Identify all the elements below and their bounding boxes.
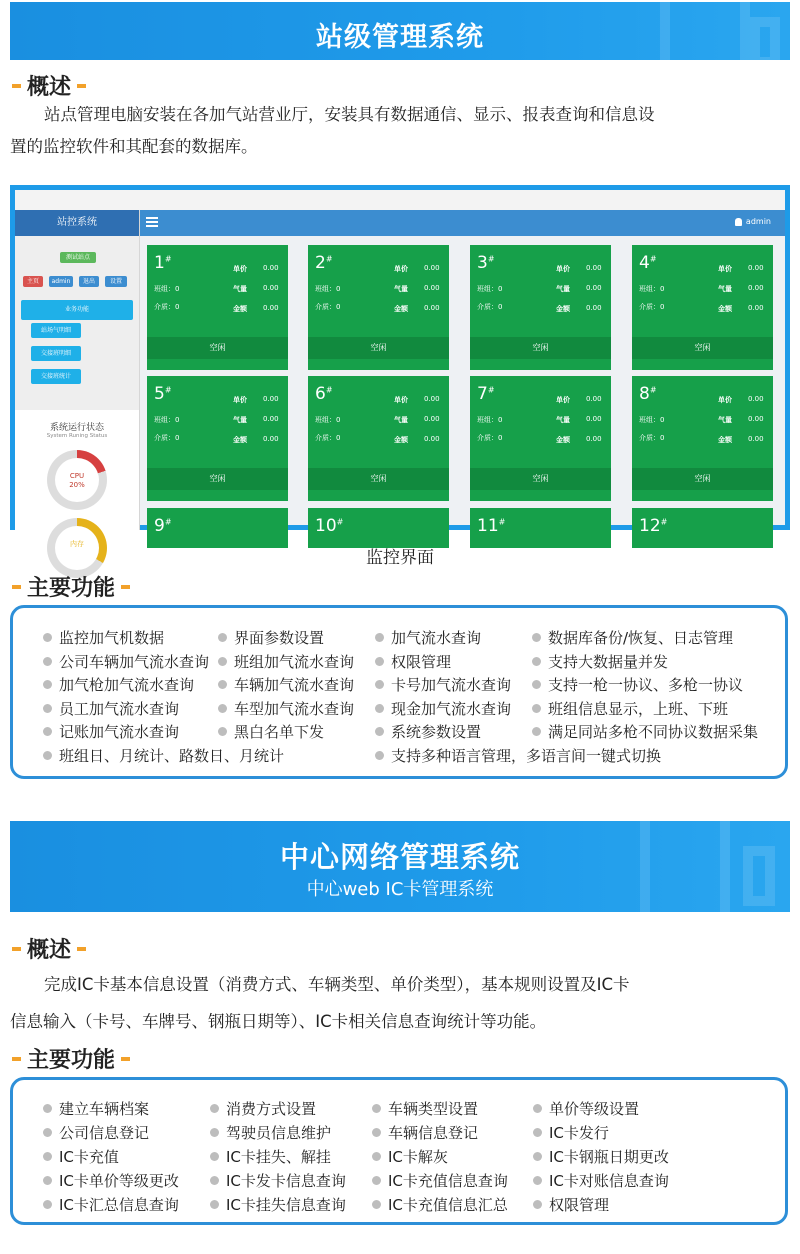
medium-label: 介质：0 (154, 303, 180, 311)
dispenser-card[interactable] (470, 376, 611, 501)
feature-item: 公司信息登记 (43, 1123, 149, 1143)
dispenser-number: 7# (477, 384, 495, 404)
bullet-icon (43, 1176, 52, 1185)
feature-item: 公司车辆加气流水查询 (43, 652, 209, 672)
cpu-gauge: CPU 20% (47, 450, 107, 510)
dispenser-card[interactable] (308, 376, 449, 501)
feature-item: 满足同站多枪不同协议数据采集 (532, 722, 758, 742)
amount-label: 金额 (233, 305, 247, 313)
feature-item: 建立车辆档案 (43, 1099, 149, 1119)
shift-label: 班组：0 (154, 285, 180, 293)
section2-overview-text: 完成IC卡基本信息设置（消费方式、车辆类型、单价类型），基本规则设置及IC卡 信息输入（卡号、车牌号、钢瓶日期等）、IC卡相关信息查询统计等功能。 (10, 975, 630, 1031)
bullet-icon (43, 704, 52, 713)
user-icon (735, 218, 742, 226)
feature-item: 加气枪加气流水查询 (43, 675, 194, 695)
menu-toggle-icon[interactable] (146, 217, 158, 227)
bullet-icon (218, 657, 227, 666)
dispenser-card[interactable] (147, 245, 288, 370)
feature-item: 车辆信息登记 (372, 1123, 478, 1143)
section2-subtitle: 中心web IC卡管理系统 (306, 879, 494, 900)
feature-item: 驾驶员信息维护 (210, 1123, 331, 1143)
app-title: 站控系统 (15, 210, 139, 236)
bullet-icon (43, 657, 52, 666)
amount-label: 金额 (718, 305, 732, 313)
shift-label: 班组：0 (639, 416, 665, 424)
price-value: 0.00 (748, 395, 764, 403)
section1-features-heading: 主要功能 (12, 571, 130, 602)
section2-overview-heading: 概述 (12, 933, 86, 964)
feature-item: 记账加气流水查询 (43, 722, 179, 742)
section2-title: 中心网络管理系统 (279, 840, 520, 874)
feature-item: 现金加气流水查询 (375, 699, 511, 719)
dispenser-number: 6# (315, 384, 333, 404)
dispenser-number: 5# (154, 384, 172, 404)
dispenser-number: 10# (315, 516, 344, 536)
amount-label: 金额 (556, 305, 570, 313)
dispenser-status: 空闲 (308, 468, 449, 490)
amount-value: 0.00 (586, 435, 602, 443)
gas-label: 气量 (394, 416, 408, 424)
gas-value: 0.00 (586, 415, 602, 423)
feature-item: 车辆加气流水查询 (218, 675, 354, 695)
dispenser-card[interactable] (632, 508, 773, 548)
price-value: 0.00 (424, 395, 440, 403)
bullet-icon (43, 633, 52, 642)
medium-label: 介质：0 (639, 303, 665, 311)
gas-label: 气量 (233, 285, 247, 293)
feature-item: 员工加气流水查询 (43, 699, 179, 719)
bullet-icon (43, 727, 52, 736)
section1-overview-heading: 概述 (12, 70, 86, 101)
section1-overview-text: 站点管理电脑安装在各加气站营业厅，安装具有数据通信、显示、报表查询和信息设 置的监控软件和其配套的数据库。 (10, 105, 655, 156)
amount-value: 0.00 (263, 435, 279, 443)
gas-label: 气量 (394, 285, 408, 293)
medium-label: 介质：0 (315, 434, 341, 442)
medium-label: 介质：0 (315, 303, 341, 311)
dispenser-number: 3# (477, 253, 495, 273)
gas-value: 0.00 (748, 284, 764, 292)
feature-item: 支持多种语言管理，多语言间一键式切换 (375, 746, 661, 766)
dispenser-card[interactable] (147, 508, 288, 548)
gas-value: 0.00 (586, 284, 602, 292)
heading-dash (12, 585, 21, 589)
bullet-icon (43, 680, 52, 689)
amount-label: 金额 (556, 436, 570, 444)
bullet-icon (210, 1152, 219, 1161)
dispenser-card[interactable] (632, 376, 773, 501)
dispenser-card[interactable] (147, 376, 288, 501)
feature-item: 权限管理 (375, 652, 451, 672)
bullet-icon (533, 1200, 542, 1209)
amount-value: 0.00 (263, 304, 279, 312)
menu-item-station-gas[interactable]: 站场气明细 (31, 323, 81, 338)
feature-item: IC卡充值 (43, 1147, 119, 1167)
bullet-icon (43, 751, 52, 760)
section1-features-box (10, 605, 788, 779)
shift-label: 班组：0 (315, 416, 341, 424)
bullet-icon (210, 1128, 219, 1137)
browser-strip (15, 190, 785, 210)
price-label: 单价 (233, 396, 247, 404)
bullet-icon (532, 727, 541, 736)
section2-features-heading: 主要功能 (12, 1043, 130, 1074)
gas-label: 气量 (718, 416, 732, 424)
feature-item: 车辆类型设置 (372, 1099, 478, 1119)
section2-banner (10, 821, 790, 912)
section1-title: 站级管理系统 (316, 22, 484, 53)
amount-label: 金额 (394, 436, 408, 444)
dispenser-number: 8# (639, 384, 657, 404)
dispenser-number: 1# (154, 253, 172, 273)
bullet-icon (372, 1128, 381, 1137)
bullet-icon (375, 751, 384, 760)
app-topbar (140, 210, 785, 236)
shift-label: 班组：0 (154, 416, 180, 424)
bullet-icon (532, 680, 541, 689)
feature-item: IC卡充值信息查询 (372, 1171, 508, 1191)
price-value: 0.00 (424, 264, 440, 272)
dispenser-card[interactable] (632, 245, 773, 370)
bullet-icon (372, 1104, 381, 1113)
bullet-icon (533, 1104, 542, 1113)
screenshot-caption: 监控界面 (366, 548, 434, 568)
feature-item: 监控加气机数据 (43, 628, 164, 648)
heading-dash (121, 585, 130, 589)
amount-value: 0.00 (424, 435, 440, 443)
gas-label: 气量 (233, 416, 247, 424)
amount-value: 0.00 (424, 304, 440, 312)
heading-dash (12, 947, 21, 951)
price-value: 0.00 (586, 395, 602, 403)
shift-label: 班组：0 (477, 285, 503, 293)
bullet-icon (375, 633, 384, 642)
heading-dash (12, 1057, 21, 1061)
feature-item: IC卡解灰 (372, 1147, 448, 1167)
bullet-icon (375, 680, 384, 689)
bullet-icon (218, 633, 227, 642)
dispenser-status: 空闲 (147, 337, 288, 359)
feature-item: IC卡汇总信息查询 (43, 1195, 179, 1215)
feature-item: IC卡钢瓶日期更改 (533, 1147, 669, 1167)
dispenser-number: 11# (477, 516, 506, 536)
bullet-icon (375, 657, 384, 666)
medium-label: 介质：0 (154, 434, 180, 442)
amount-label: 金额 (394, 305, 408, 313)
gas-label: 气量 (556, 285, 570, 293)
feature-item: 车型加气流水查询 (218, 699, 354, 719)
feature-item: IC卡单价等级更改 (43, 1171, 179, 1191)
price-value: 0.00 (748, 264, 764, 272)
menu-item-shift-detail[interactable]: 交接班明细 (31, 346, 81, 361)
bullet-icon (218, 704, 227, 713)
feature-item: IC卡挂失信息查询 (210, 1195, 346, 1215)
bullet-icon (532, 657, 541, 666)
feature-item: 权限管理 (533, 1195, 609, 1215)
gas-value: 0.00 (263, 415, 279, 423)
amount-label: 金额 (233, 436, 247, 444)
feature-item: 支持大数据量并发 (532, 652, 668, 672)
feature-item: IC卡发卡信息查询 (210, 1171, 346, 1191)
feature-item: 卡号加气流水查询 (375, 675, 511, 695)
app-sidebar (15, 210, 140, 548)
station-badge: 测试站点 (60, 252, 96, 263)
medium-label: 介质：0 (477, 434, 503, 442)
amount-label: 金额 (718, 436, 732, 444)
amount-value: 0.00 (586, 304, 602, 312)
bullet-icon (43, 1128, 52, 1137)
feature-item: IC卡发行 (533, 1123, 609, 1143)
gas-value: 0.00 (748, 415, 764, 423)
amount-value: 0.00 (748, 435, 764, 443)
price-label: 单价 (556, 265, 570, 273)
feature-item: 单价等级设置 (533, 1099, 639, 1119)
feature-item: IC卡充值信息汇总 (372, 1195, 508, 1215)
feature-item: 界面参数设置 (218, 628, 324, 648)
dispenser-card[interactable] (470, 508, 611, 548)
dispenser-status: 空闲 (632, 337, 773, 359)
bullet-icon (210, 1176, 219, 1185)
bullet-icon (375, 704, 384, 713)
bullet-icon (218, 680, 227, 689)
menu-item-shift-stats[interactable]: 交接班统计 (31, 369, 81, 384)
heading-dash (77, 84, 86, 88)
amount-value: 0.00 (748, 304, 764, 312)
dispenser-card[interactable] (308, 508, 449, 548)
feature-item: 消费方式设置 (210, 1099, 316, 1119)
feature-item: 支持一枪一协议、多枪一协议 (532, 675, 743, 695)
bullet-icon (43, 1104, 52, 1113)
gas-value: 0.00 (424, 415, 440, 423)
price-label: 单价 (233, 265, 247, 273)
dispenser-number: 9# (154, 516, 172, 536)
shift-label: 班组：0 (477, 416, 503, 424)
feature-item: 系统参数设置 (375, 722, 481, 742)
memory-gauge: 内存 (47, 518, 107, 578)
heading-dash (77, 947, 86, 951)
monitor-screenshot (10, 185, 790, 548)
shift-label: 班组：0 (315, 285, 341, 293)
dispenser-number: 2# (315, 253, 333, 273)
price-value: 0.00 (263, 264, 279, 272)
bullet-icon (533, 1152, 542, 1161)
price-label: 单价 (718, 396, 732, 404)
dispenser-number: 12# (639, 516, 668, 536)
dispenser-status: 空闲 (147, 468, 288, 490)
bullet-icon (533, 1176, 542, 1185)
price-value: 0.00 (263, 395, 279, 403)
feature-item: 班组日、月统计、路数日、月统计 (43, 746, 284, 766)
menu-header[interactable]: 业务功能 (21, 300, 133, 320)
bullet-icon (532, 633, 541, 642)
bullet-icon (218, 727, 227, 736)
gas-label: 气量 (718, 285, 732, 293)
gas-value: 0.00 (263, 284, 279, 292)
user-menu[interactable]: admin (735, 217, 771, 226)
bullet-icon (532, 704, 541, 713)
heading-dash (121, 1057, 130, 1061)
feature-item: 加气流水查询 (375, 628, 481, 648)
bullet-icon (210, 1200, 219, 1209)
bullet-icon (43, 1152, 52, 1161)
dispenser-card[interactable] (308, 245, 449, 370)
price-label: 单价 (718, 265, 732, 273)
feature-item: IC卡挂失、解挂 (210, 1147, 331, 1167)
dispenser-status: 空闲 (470, 468, 611, 490)
home-button[interactable]: 主页 (23, 276, 43, 287)
price-label: 单价 (394, 396, 408, 404)
logout-button[interactable]: 退出 (79, 276, 99, 287)
dispenser-status: 空闲 (470, 337, 611, 359)
dispenser-number: 4# (639, 253, 657, 273)
bullet-icon (372, 1152, 381, 1161)
bullet-icon (372, 1200, 381, 1209)
price-value: 0.00 (586, 264, 602, 272)
section2-features-box (10, 1077, 788, 1225)
section1-banner (10, 2, 790, 60)
gas-value: 0.00 (424, 284, 440, 292)
bullet-icon (372, 1176, 381, 1185)
bullet-icon (375, 727, 384, 736)
dispenser-status: 空闲 (308, 337, 449, 359)
price-label: 单价 (394, 265, 408, 273)
medium-label: 介质：0 (639, 434, 665, 442)
feature-item: 班组信息显示，上班、下班 (532, 699, 728, 719)
feature-item: 黑白名单下发 (218, 722, 324, 742)
price-label: 单价 (556, 396, 570, 404)
bullet-icon (43, 1200, 52, 1209)
feature-item: IC卡对账信息查询 (533, 1171, 669, 1191)
feature-item: 班组加气流水查询 (218, 652, 354, 672)
heading-dash (12, 84, 21, 88)
medium-label: 介质：0 (477, 303, 503, 311)
gas-label: 气量 (556, 416, 570, 424)
dispenser-card[interactable] (470, 245, 611, 370)
admin-button[interactable]: admin (49, 276, 73, 287)
bullet-icon (210, 1104, 219, 1113)
system-status-panel: 系统运行状态 System Runing Status CPU 20% 内存 (15, 410, 139, 530)
settings-button[interactable]: 设置 (105, 276, 127, 287)
dispenser-status: 空闲 (632, 468, 773, 490)
bullet-icon (533, 1128, 542, 1137)
shift-label: 班组：0 (639, 285, 665, 293)
feature-item: 数据库备份/恢复、日志管理 (532, 628, 733, 648)
